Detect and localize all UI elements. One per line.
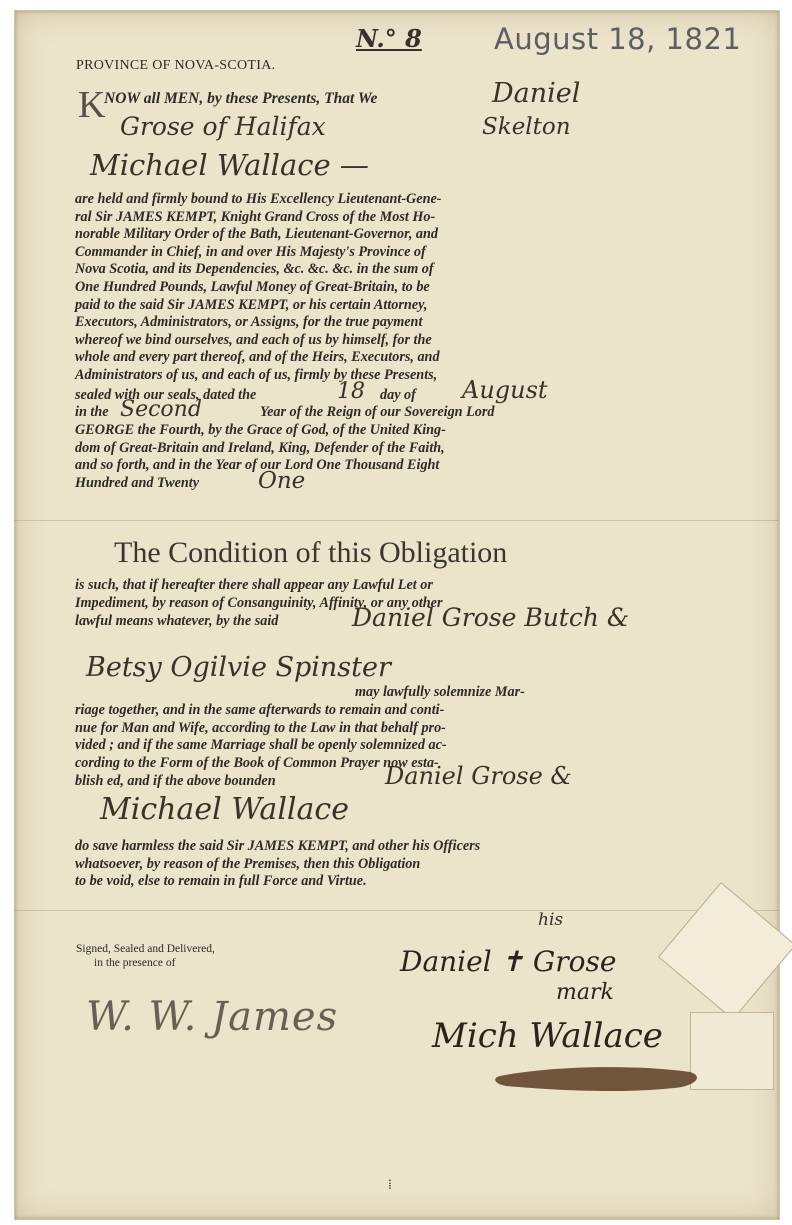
bond-line: GEORGE the Fourth, by the Grace of God, of the United King- [75, 422, 446, 438]
bond-text-2 [75, 422, 446, 475]
bond-line: dom of Great-Britain and Ireland, King, Defender of the Faith, [75, 439, 445, 456]
hand-year-end: One [258, 468, 306, 494]
reign-text: Year of the Reign of our Sovereign Lord [260, 404, 495, 420]
bond-text [75, 191, 442, 385]
hand-grose-of-halifax: Grose of Halifax [120, 112, 326, 141]
hand-groom: Daniel Grose Butch & [352, 603, 630, 632]
may-text: may lawfully solemnize Mar- [355, 684, 525, 700]
bond-line: ral Sir JAMES KEMPT, Knight Grand Cross of the Most Ho- [75, 208, 436, 225]
fold-line [14, 910, 778, 911]
sig-mark: mark [556, 980, 614, 1005]
hand-michael-wallace: Michael Wallace — [90, 148, 369, 182]
bond-line: and so forth, and in the Year of our Lord One Thousand Eight [75, 457, 440, 474]
bond-line: are held and firmly bound to His Excellency Lieutenant-Gene- [75, 191, 442, 207]
hand-bounden1: Daniel Grose & [385, 762, 572, 790]
hand-occupation: Skelton [482, 114, 571, 140]
bond-line: Nova Scotia, and its Dependencies, &c. &c. &c. in the sum of [75, 261, 434, 278]
bond-line: paid to the said Sir JAMES KEMPT, or his certain Attorney, [75, 296, 428, 313]
witness-signature: W. W. James [86, 994, 339, 1040]
hand-year-ordinal: Second [120, 397, 202, 422]
day-of-text: day of [380, 387, 416, 403]
date-note: August 18, 1821 [494, 22, 742, 56]
sig-his: his [538, 910, 564, 930]
hand-bride: Betsy Ogilvie Spinster [86, 652, 391, 683]
province-heading: PROVINCE OF NOVA-SCOTIA. [76, 58, 276, 73]
footer-mark: ⁞ [388, 1178, 392, 1193]
fold-line [14, 520, 778, 521]
ink-blot [490, 1050, 710, 1100]
bond-line: Administrators of us, and each of us, firmly by these Presents, [75, 366, 438, 383]
condition-line: to be void, else to remain in full Force and Virtue. [75, 873, 367, 890]
condition-line: whatsoever, by reason of the Premises, then this Obligation [75, 855, 421, 872]
hand-bounden2: Michael Wallace [100, 792, 349, 827]
sealed-text: sealed with our seals, dated the [75, 387, 257, 403]
bond-line: norable Military Order of the Bath, Lieutenant-Governor, and [75, 226, 438, 243]
condition-line: cording to the Form of the Book of Common Prayer now esta- [75, 754, 439, 771]
presence-line: in the presence of [94, 957, 176, 969]
hand-day: 18 [337, 379, 365, 404]
document-number: N.° 8 [356, 24, 422, 53]
condition-line: riage together, and in the same afterwards to remain and conti- [75, 702, 445, 718]
hand-name-daniel: Daniel [492, 78, 581, 109]
condition-line: do save harmless the said Sir JAMES KEMPT, and other his Officers [75, 838, 481, 854]
hand-month: August [462, 376, 548, 404]
signed-label [76, 942, 215, 970]
bond-line: whereof we bind ourselves, and each of us by himself, for the [75, 331, 432, 348]
bond-line: Executors, Administrators, or Assigns, for the true payment [75, 314, 423, 331]
bond-line: whole and every part thereof, and of the Heirs, Executors, and [75, 349, 440, 366]
condition-line: vided ; and if the same Marriage shall be openly solemnized ac- [75, 737, 447, 754]
blish-text: blish ed, and if the above bounden [75, 773, 276, 789]
drop-cap: K [78, 84, 106, 126]
bond-line: One Hundred Pounds, Lawful Money of Great-Britain, to be [75, 278, 430, 295]
condition-line: nue for Man and Wife, according to the Law in that behalf pro- [75, 719, 446, 736]
condition-line: is such, that if hereafter there shall appear any Lawful Let or [75, 577, 433, 593]
in-the-text: in the [75, 404, 109, 420]
sig-michael-wallace: Mich Wallace [432, 1016, 663, 1056]
condition-text-3 [75, 838, 480, 891]
hundred-text: Hundred and Twenty [75, 475, 200, 491]
know-line: NOW all MEN, by these Presents, That We [104, 90, 378, 107]
signed-line: Signed, Sealed and Delivered, [76, 943, 215, 955]
bond-line: Commander in Chief, in and over His Majesty's Province of [75, 243, 426, 260]
condition-line: Impediment, by reason of Consanguinity, Affinity, or any other [75, 594, 443, 611]
sig-daniel-grose: Daniel ✝ Grose [400, 945, 617, 978]
lawful-text: lawful means whatever, by the said [75, 613, 279, 629]
condition-heading: The Condition of this Obligation [114, 536, 508, 569]
